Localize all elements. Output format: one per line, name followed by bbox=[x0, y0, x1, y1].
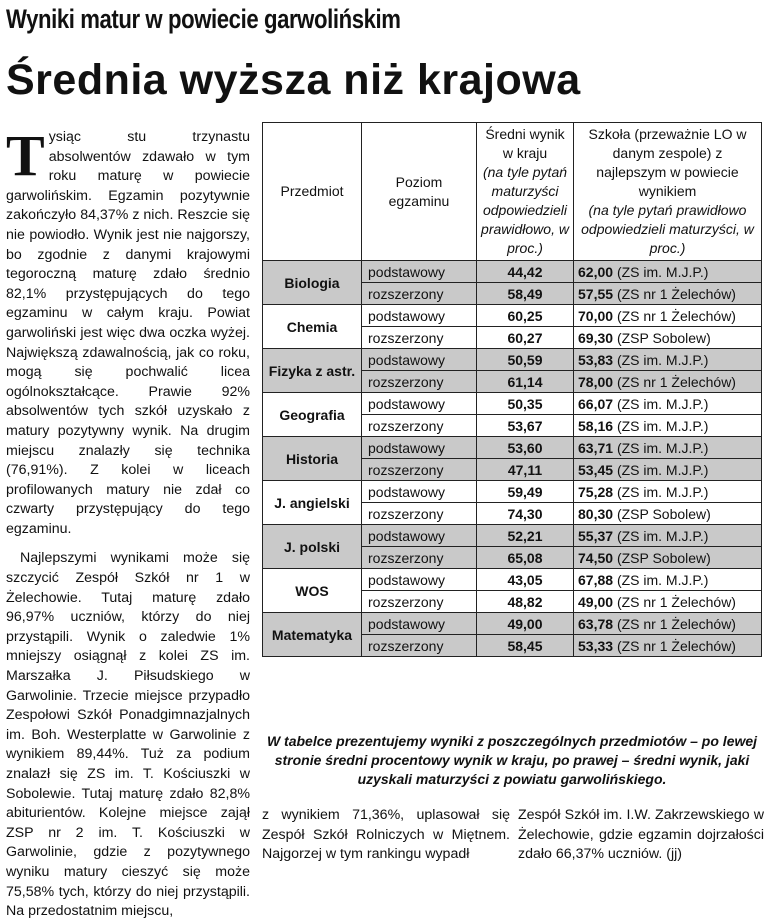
best-school-name: (ZS im. M.J.P.) bbox=[616, 263, 709, 280]
best-score: 80,30 bbox=[578, 505, 614, 522]
best-school-cell bbox=[574, 591, 762, 613]
best-score: 67,88 bbox=[578, 571, 614, 588]
national-score-cell: 49,00 bbox=[477, 613, 574, 635]
best-score: 66,07 bbox=[578, 395, 614, 412]
best-school-cell bbox=[574, 635, 762, 657]
subject-cell: Chemia bbox=[263, 305, 362, 349]
best-score: 55,37 bbox=[578, 527, 614, 544]
national-score-cell: 47,11 bbox=[477, 459, 574, 481]
level-cell: podstawowy bbox=[362, 569, 477, 591]
level-cell: rozszerzony bbox=[362, 371, 477, 393]
header-best-note: (na tyle pytań prawidłowo odpowiedzieli maturzyści, w proc.) bbox=[581, 202, 754, 256]
best-score: 74,50 bbox=[578, 549, 614, 566]
national-score-cell: 53,60 bbox=[477, 437, 574, 459]
best-school-cell bbox=[574, 613, 762, 635]
kicker-title: Wyniki matur w powiecie garwolińskim bbox=[6, 4, 401, 34]
level-cell: podstawowy bbox=[362, 437, 477, 459]
header-national-main: Średni wynik w kraju bbox=[485, 126, 565, 161]
col2-text: z wynikiem 71,36%, uplasował się Zespół Szkół Rolniczych w Miętnem. Najgorzej w tym rankingu wypadł bbox=[262, 807, 510, 863]
subject-cell: J. polski bbox=[263, 525, 362, 569]
best-school-cell bbox=[574, 393, 762, 415]
best-school-name: (ZSP Sobolew) bbox=[616, 505, 711, 522]
best-school-cell bbox=[574, 415, 762, 437]
best-score: 70,00 bbox=[578, 307, 614, 324]
subject-cell: WOS bbox=[263, 569, 362, 613]
best-school-cell bbox=[574, 305, 762, 327]
best-school-name: (ZS im. M.J.P.) bbox=[616, 527, 709, 544]
best-school-cell bbox=[574, 349, 762, 371]
level-cell: podstawowy bbox=[362, 613, 477, 635]
level-cell: podstawowy bbox=[362, 525, 477, 547]
level-cell: podstawowy bbox=[362, 481, 477, 503]
best-school-name: (ZS nr 1 Żelechów) bbox=[616, 615, 736, 632]
national-score-cell: 44,42 bbox=[477, 261, 574, 283]
national-score-cell: 50,59 bbox=[477, 349, 574, 371]
table-caption: W tabelce prezentujemy wyniki z poszczególnych przedmiotów – po lewej stronie średni procentowy wynik w kraju, po prawej – średni wynik, jaki uzyskali maturzyści z powiatu garwolińskiego. bbox=[266, 733, 758, 787]
table-row bbox=[263, 481, 762, 503]
best-school-name: (ZS im. M.J.P.) bbox=[616, 439, 709, 456]
best-score: 78,00 bbox=[578, 373, 614, 390]
best-score: 49,00 bbox=[578, 593, 614, 610]
table-row bbox=[263, 525, 762, 547]
national-score-cell: 60,27 bbox=[477, 327, 574, 349]
best-school-name: (ZS im. M.J.P.) bbox=[616, 571, 709, 588]
subject-cell: Biologia bbox=[263, 261, 362, 305]
level-cell: podstawowy bbox=[362, 349, 477, 371]
best-school-name: (ZS im. M.J.P.) bbox=[616, 395, 709, 412]
level-cell: rozszerzony bbox=[362, 591, 477, 613]
best-school-cell bbox=[574, 437, 762, 459]
header-level: Poziom egzaminu bbox=[362, 123, 477, 261]
best-school-name: (ZSP Sobolew) bbox=[616, 329, 711, 346]
level-cell: podstawowy bbox=[362, 305, 477, 327]
best-score: 53,45 bbox=[578, 461, 614, 478]
subject-cell: Fizyka z astr. bbox=[263, 349, 362, 393]
best-school-cell bbox=[574, 371, 762, 393]
level-cell: rozszerzony bbox=[362, 415, 477, 437]
subject-cell: Historia bbox=[263, 437, 362, 481]
best-school-name: (ZS im. M.J.P.) bbox=[616, 483, 709, 500]
results-table bbox=[262, 122, 762, 657]
best-score: 62,00 bbox=[578, 263, 614, 280]
national-score-cell: 74,30 bbox=[477, 503, 574, 525]
header-national-note: (na tyle pytań maturzyści odpowiedzieli prawidłowo, w proc.) bbox=[481, 164, 569, 256]
drop-cap: T bbox=[6, 123, 45, 188]
best-school-cell bbox=[574, 459, 762, 481]
best-school-cell bbox=[574, 503, 762, 525]
national-score-cell: 65,08 bbox=[477, 547, 574, 569]
best-school-name: (ZS nr 1 Żelechów) bbox=[616, 593, 736, 610]
national-score-cell: 58,45 bbox=[477, 635, 574, 657]
best-score: 63,78 bbox=[578, 615, 614, 632]
level-cell: rozszerzony bbox=[362, 503, 477, 525]
best-school-cell bbox=[574, 327, 762, 349]
best-school-cell bbox=[574, 525, 762, 547]
best-school-cell bbox=[574, 481, 762, 503]
national-score-cell: 58,49 bbox=[477, 283, 574, 305]
subject-cell: Matematyka bbox=[263, 613, 362, 657]
best-score: 53,33 bbox=[578, 637, 614, 654]
best-school-name: (ZS nr 1 Żelechów) bbox=[616, 637, 736, 654]
best-school-cell bbox=[574, 283, 762, 305]
headline: Średnia wyższa niż krajowa bbox=[6, 56, 581, 104]
national-score-cell: 59,49 bbox=[477, 481, 574, 503]
national-score-cell: 52,21 bbox=[477, 525, 574, 547]
best-school-name: (ZS nr 1 Żelechów) bbox=[616, 373, 736, 390]
header-best-main: Szkoła (przeważnie LO w danym zespole) z najlepszym w powiecie wynikiem bbox=[588, 126, 747, 199]
best-score: 58,16 bbox=[578, 417, 614, 434]
level-cell: rozszerzony bbox=[362, 327, 477, 349]
best-school-cell bbox=[574, 547, 762, 569]
header-subject: Przedmiot bbox=[263, 123, 362, 261]
best-score: 57,55 bbox=[578, 285, 614, 302]
national-score-cell: 61,14 bbox=[477, 371, 574, 393]
best-school-name: (ZS im. M.J.P.) bbox=[616, 351, 709, 368]
best-school-cell bbox=[574, 569, 762, 591]
paragraph-1 bbox=[6, 123, 250, 539]
best-school-name: (ZS nr 1 Żelechów) bbox=[616, 285, 736, 302]
table-row bbox=[263, 305, 762, 327]
best-score: 75,28 bbox=[578, 483, 614, 500]
subject-cell: Geografia bbox=[263, 393, 362, 437]
national-score-cell: 48,82 bbox=[477, 591, 574, 613]
level-cell: podstawowy bbox=[362, 393, 477, 415]
national-score-cell: 50,35 bbox=[477, 393, 574, 415]
subject-cell: J. angielski bbox=[263, 481, 362, 525]
best-school-name: (ZS im. M.J.P.) bbox=[616, 461, 709, 478]
best-score: 53,83 bbox=[578, 351, 614, 368]
article-column-2 bbox=[262, 806, 510, 865]
national-score-cell: 43,05 bbox=[477, 569, 574, 591]
header-national bbox=[477, 123, 574, 261]
table-row bbox=[263, 569, 762, 591]
header-best bbox=[574, 123, 762, 261]
table-row bbox=[263, 261, 762, 283]
best-school-name: (ZS im. M.J.P.) bbox=[616, 417, 709, 434]
table-header-row bbox=[263, 123, 762, 261]
best-school-name: (ZS nr 1 Żelechów) bbox=[616, 307, 736, 324]
level-cell: rozszerzony bbox=[362, 635, 477, 657]
level-cell: podstawowy bbox=[362, 261, 477, 283]
national-score-cell: 53,67 bbox=[477, 415, 574, 437]
article-column-3 bbox=[518, 806, 764, 865]
best-score: 69,30 bbox=[578, 329, 614, 346]
table-body bbox=[263, 261, 762, 657]
level-cell: rozszerzony bbox=[362, 283, 477, 305]
table-row bbox=[263, 349, 762, 371]
table-row bbox=[263, 437, 762, 459]
col3-text: Zespół Szkół im. I.W. Zakrzewskiego w Żelechowie, gdzie egzamin dojrzałości zdało 66,37% uczniów. (jj) bbox=[518, 807, 764, 863]
level-cell: rozszerzony bbox=[362, 459, 477, 481]
table-row bbox=[263, 613, 762, 635]
best-score: 63,71 bbox=[578, 439, 614, 456]
paragraph-1-text: ysiąc stu trzynastu absolwentów zdawało w tym roku maturę w powiecie garwolińskim. Egzamin pozytywnie zakończyło 84,37% z nich. Reszcie się nie powiodło. Wynik jest nie najgorszy, bo zgodnie z danymi krajowymi tegoroczną maturę zdało średnio 82,1% przystępujących do tego egzaminu w całym kraju. Powiat garwoliński jest więc dwa oczka wyżej. Największą zdawalnością, jak co roku, mogą się pochwalić licea ogólnokształcące. Prawie 92% absolwentów tych szkół uzyskało z matury pozytywny wynik. Na drugim miejscu znalazły się technika (76,91%). Z kolei w liceach profilowanych matury nie zdał co czwarty przystępujący do tego egzaminu. bbox=[6, 129, 250, 537]
paragraph-2: Najlepszymi wynikami może się szczycić Zespół Szkół nr 1 w Żelechowie. Tutaj maturę zdało 96,97% uczniów, którzy do niej przystąpili. Wynik o zaledwie 1% mniejszy osiągnął z kolei ZS im. Marszałka J. Piłsudskiego w Garwolinie. Trzecie miejsce przypadło Zespołowi Szkół Ponadgimnazjalnych im. Boh. Westerplatte w Garwolinie z wynikiem 89,44%. Tuż za podium znalazł się ZS im. T. Kościuszki w Sobolewie. Tutaj maturę zdało 82,8% abiturientów. Kolejne miejsce zajął ZSP nr 2 im. T. Kościuszki w Garwolinie, gdzie z pozytywnego wyniku matury cieszyć się może 75,58% tych, którzy do niej przystąpili. Na przedostatnim miejscu, bbox=[6, 550, 250, 920]
best-school-name: (ZSP Sobolew) bbox=[616, 549, 711, 566]
table-row bbox=[263, 393, 762, 415]
national-score-cell: 60,25 bbox=[477, 305, 574, 327]
article-column-1 bbox=[6, 123, 250, 922]
level-cell: rozszerzony bbox=[362, 547, 477, 569]
best-school-cell bbox=[574, 261, 762, 283]
